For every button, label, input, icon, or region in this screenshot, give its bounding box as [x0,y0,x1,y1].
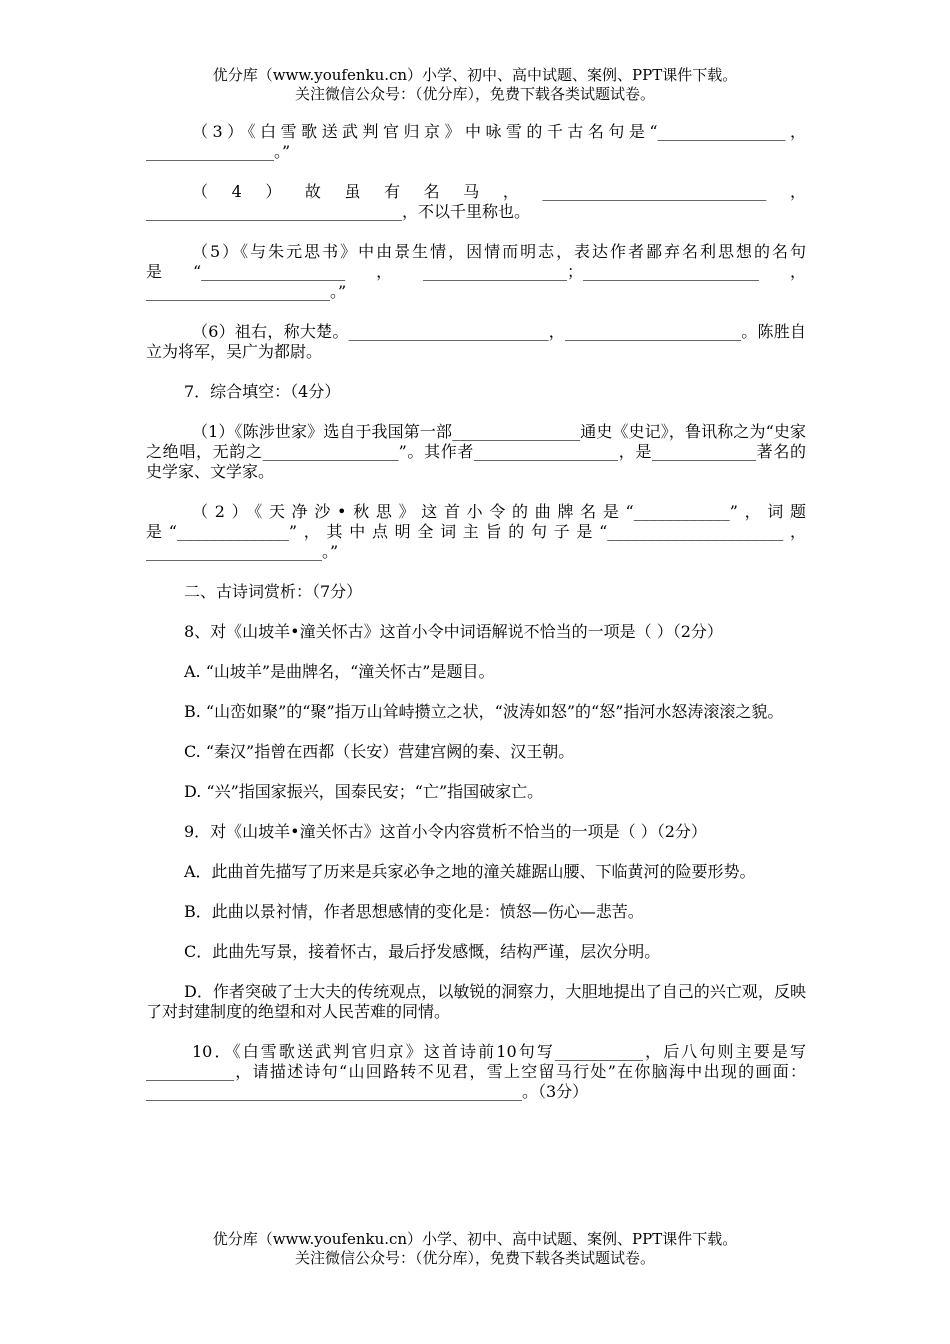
question-6-6: （6）祖右，称大楚。_________________________，______________________。陈胜自立为将军，吴广为都尉。 [146,322,806,361]
page-header [0,66,950,104]
question-10: 10．《白雪歌送武判官归京》这首诗前10句写___________，后八句则主要是写___________，请描述诗句“山回路转不见君，雪上空留马行处”在你脑海中出现的画面：_______________________________________________。（3分） [146,1042,806,1101]
question-9-stem: 9．对《山坡羊•潼关怀古》这首小令内容赏析不恰当的一项是（ ）（2分） [184,822,707,841]
footer-line-1: 优分库（www.youfenku.cn）小学、初中、高中试题、案例、PPT课件下载。 [212,1230,738,1248]
question-9-option-c: C．此曲先写景，接着怀古，最后抒发感慨，结构严谨，层次分明。 [184,942,661,961]
question-7-2: （2）《天净沙•秋思》这首小令的曲牌名是“____________”，词题是“______________”，其中点明全词主旨的句子是“______________________，______________________。” [146,502,806,561]
page-footer [0,1230,950,1268]
question-8-option-b: B. “山峦如聚”的“聚”指万山耸峙攒立之状，“波涛如怒”的“怒”指河水怒涛滚滚之貌。 [184,702,784,721]
question-9-option-d: D．作者突破了士大夫的传统观点，以敏锐的洞察力，大胆地提出了自己的兴亡观，反映了对封建制度的绝望和对人民苦难的同情。 [146,982,806,1021]
question-7-1: （1）《陈涉世家》选自于我国第一部________________通史《史记》，鲁讯称之为“史家之绝唱，无韵之_________________”。其作者__________________，是_____________著名的史学家、文学家。 [146,422,806,481]
question-8-stem: 8、对《山坡羊•潼关怀古》这首小令中词语解说不恰当的一项是（ ）（2分） [184,622,723,641]
question-6-4: （4）故虽有名马，____________________________，________________________________，不以千里称也。 [146,182,806,221]
header-line-1: 优分库（www.youfenku.cn）小学、初中、高中试题、案例、PPT课件下载。 [212,66,738,84]
question-8-option-d: D. “兴”指国家振兴，国泰民安；“亡”指国破家亡。 [184,782,544,801]
question-7-title: 7．综合填空：（4分） [184,382,341,401]
question-6-3: （3）《白雪歌送武判官归京》中咏雪的千古名句是“________________，________________。” [146,122,806,161]
question-9-option-a: A．此曲首先描写了历来是兵家必争之地的潼关雄踞山腰、下临黄河的险要形势。 [184,862,756,881]
question-9-option-b: B．此曲以景衬情，作者思想感情的变化是：愤怒—伤心—悲苦。 [184,902,644,921]
question-6-5: （5）《与朱元思书》中由景生情，因情而明志，表达作者鄙弃名利思想的名句是“__________________，__________________；______________________，_______________________。” [146,242,806,301]
question-8-option-a: A. “山坡羊”是曲牌名，“潼关怀古”是题目。 [184,662,495,681]
section-2-title: 二、古诗词赏析：（7分） [184,582,363,601]
header-line-2: 关注微信公众号：（优分库），免费下载各类试题试卷。 [294,85,655,103]
footer-line-2: 关注微信公众号：（优分库），免费下载各类试题试卷。 [294,1249,655,1267]
question-8-option-c: C. “秦汉”指曾在西都（长安）营建宫阙的秦、汉王朝。 [184,742,575,761]
document-body [146,122,806,1122]
